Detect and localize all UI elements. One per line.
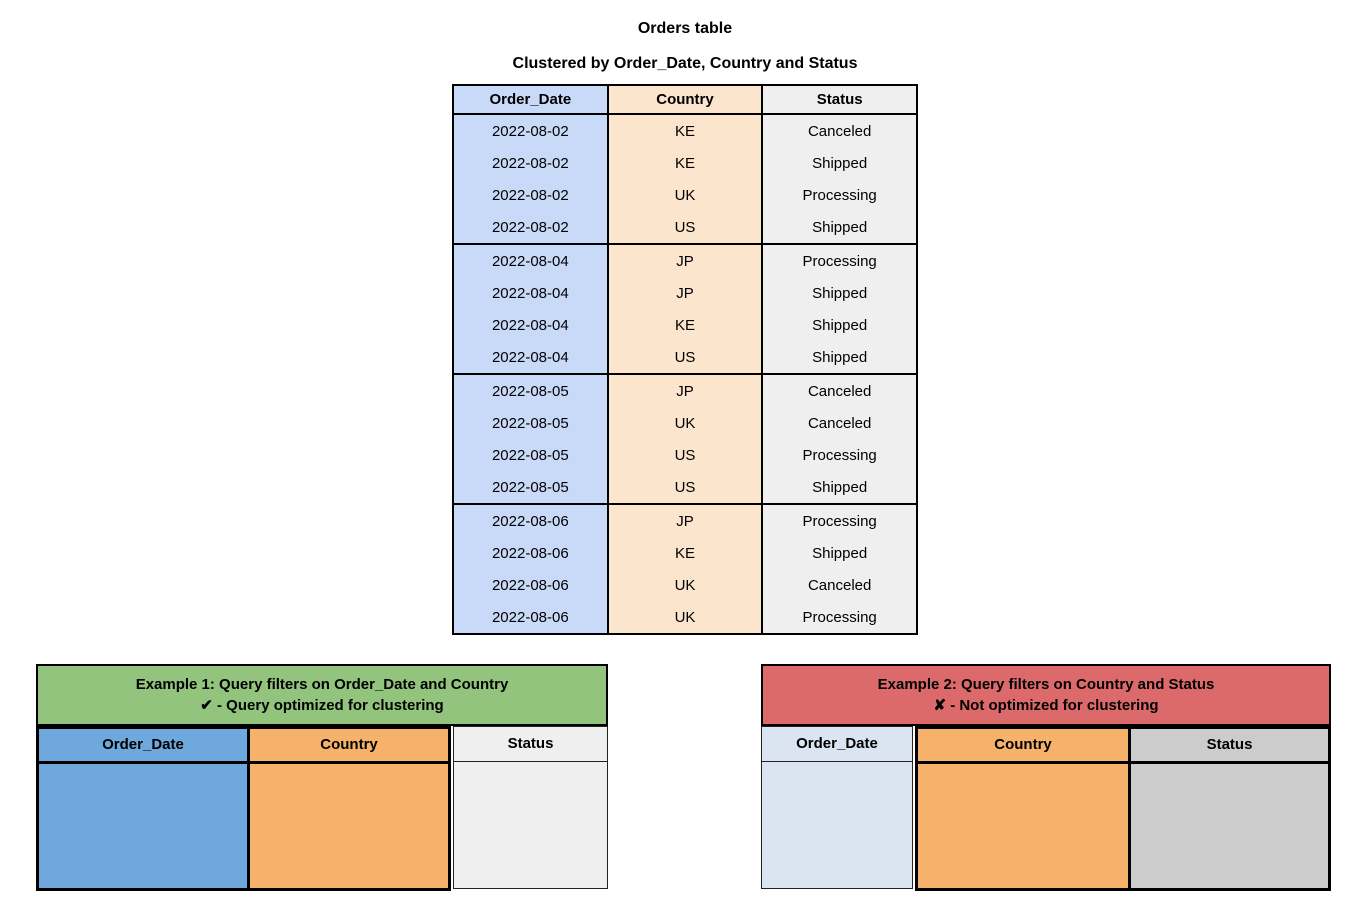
orders-table [452,84,918,635]
orders-cell-status: Shipped [762,471,917,504]
orders-col-header-status: Status [762,85,917,114]
orders-cell-order-date: 2022-08-02 [453,179,608,211]
orders-cell-order-date: 2022-08-06 [453,504,608,537]
orders-table-row [453,114,917,147]
example2-status-header: Status [1131,729,1328,764]
orders-table-header [453,85,917,114]
orders-table-subtitle: Clustered by Order_Date, Country and Status [512,55,858,72]
orders-cell-country: JP [608,277,763,309]
example2-panel [761,664,1331,891]
orders-cell-status: Processing [762,601,917,634]
orders-cell-order-date: 2022-08-05 [453,439,608,471]
example1-status-header: Status [454,727,607,762]
orders-cell-status: Processing [762,504,917,537]
orders-col-header-country: Country [608,85,763,114]
orders-cell-order-date: 2022-08-06 [453,601,608,634]
orders-cell-country: KE [608,114,763,147]
example2-order-date-block [762,762,912,888]
orders-cell-order-date: 2022-08-02 [453,114,608,147]
example2-title-line2: ✘ - Not optimized for clustering [933,697,1159,714]
example2-country-column [918,729,1128,888]
example1-panel [36,664,608,891]
orders-cell-status: Shipped [762,341,917,374]
example1-order-date-header: Order_Date [39,729,247,764]
example2-filtered-columns-group [915,726,1331,891]
example1-order-date-column [39,729,247,888]
orders-table-row [453,179,917,211]
orders-cell-country: JP [608,374,763,407]
orders-cell-order-date: 2022-08-05 [453,374,608,407]
orders-cell-order-date: 2022-08-05 [453,407,608,439]
example1-title-line1: Example 1: Query filters on Order_Date and Country [135,676,509,693]
example1-header-banner [36,664,608,726]
orders-table-row [453,244,917,277]
orders-header-row [453,85,917,114]
orders-cell-order-date: 2022-08-06 [453,569,608,601]
orders-table-row [453,504,917,537]
orders-col-header-order-date: Order_Date [453,85,608,114]
orders-cell-country: US [608,439,763,471]
orders-cell-order-date: 2022-08-02 [453,211,608,244]
orders-cell-country: JP [608,504,763,537]
orders-cell-order-date: 2022-08-02 [453,147,608,179]
orders-table-row [453,341,917,374]
orders-cell-status: Shipped [762,537,917,569]
orders-cell-status: Shipped [762,211,917,244]
orders-table-row [453,277,917,309]
orders-cell-status: Shipped [762,309,917,341]
orders-table-row [453,601,917,634]
orders-cell-country: JP [608,244,763,277]
example2-country-block [918,764,1128,888]
example2-country-header: Country [918,729,1128,764]
orders-cell-status: Processing [762,244,917,277]
example1-table [36,726,608,891]
orders-cell-order-date: 2022-08-04 [453,309,608,341]
example1-country-column [247,729,448,888]
orders-cell-country: KE [608,309,763,341]
orders-table-row [453,407,917,439]
orders-table-title: Orders table [637,20,733,37]
orders-table-row [453,537,917,569]
orders-cell-order-date: 2022-08-05 [453,471,608,504]
orders-cell-status: Processing [762,179,917,211]
orders-cell-order-date: 2022-08-04 [453,244,608,277]
orders-cell-status: Shipped [762,147,917,179]
orders-cell-country: US [608,341,763,374]
orders-cell-status: Canceled [762,114,917,147]
orders-table-row [453,309,917,341]
orders-cell-order-date: 2022-08-04 [453,341,608,374]
orders-cell-country: KE [608,537,763,569]
example2-order-date-header: Order_Date [762,727,912,762]
orders-cell-status: Canceled [762,407,917,439]
example1-country-block [250,764,448,888]
example1-filtered-columns-group [36,726,451,891]
orders-table-row [453,147,917,179]
example1-country-header: Country [250,729,448,764]
example1-status-column [453,726,608,889]
orders-table-row [453,211,917,244]
orders-cell-country: UK [608,601,763,634]
orders-cell-country: UK [608,179,763,211]
example1-order-date-block [39,764,247,888]
orders-cell-status: Processing [762,439,917,471]
orders-table-body [453,114,917,634]
orders-table-row [453,439,917,471]
example2-header-banner [761,664,1331,726]
orders-cell-status: Canceled [762,374,917,407]
orders-cell-status: Shipped [762,277,917,309]
example2-title-line1: Example 2: Query filters on Country and Status [877,676,1215,693]
example2-status-block [1131,764,1328,888]
orders-table-row [453,569,917,601]
example1-status-block [454,762,607,888]
orders-cell-country: UK [608,407,763,439]
example1-title-line2: ✔ - Query optimized for clustering [200,697,444,714]
example2-order-date-column [761,726,913,889]
orders-table-row [453,471,917,504]
orders-cell-country: KE [608,147,763,179]
example2-table [761,726,1331,891]
orders-cell-order-date: 2022-08-06 [453,537,608,569]
orders-cell-country: US [608,471,763,504]
example2-status-column [1128,729,1328,888]
orders-cell-country: UK [608,569,763,601]
orders-cell-country: US [608,211,763,244]
orders-cell-order-date: 2022-08-04 [453,277,608,309]
orders-cell-status: Canceled [762,569,917,601]
orders-table-row [453,374,917,407]
